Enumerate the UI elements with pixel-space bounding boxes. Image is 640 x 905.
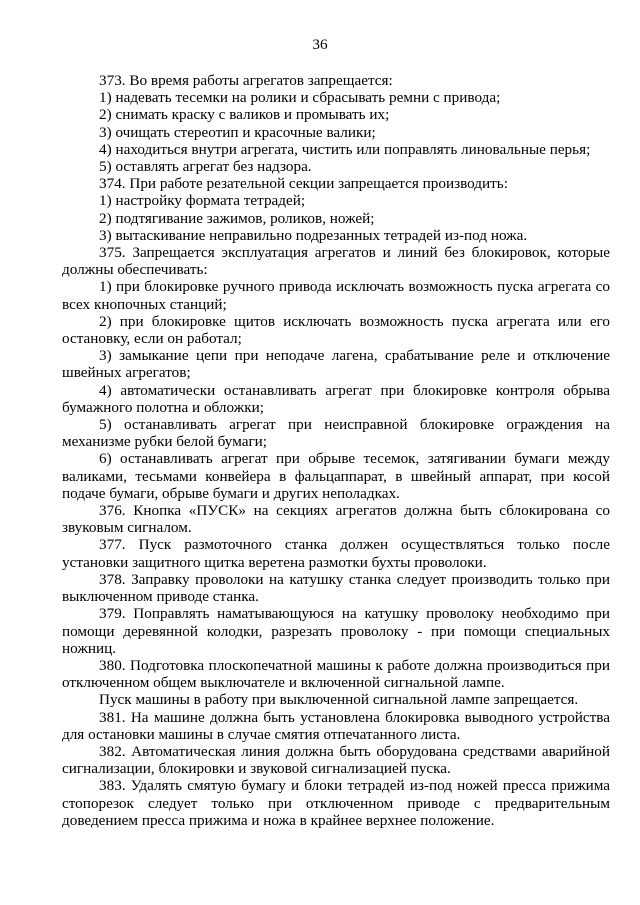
- paragraph: 374. При работе резательной секции запрещается производить:: [99, 175, 508, 193]
- paragraph: 377. Пуск размоточного станка должен осуществляться только после установки защитного щитка веретена размотки бухты проволоки.: [62, 536, 610, 571]
- paragraph: 3) замыкание цепи при неподаче лагена, срабатывание реле и отключение швейных агрегатов;: [62, 347, 610, 382]
- paragraph: 373. Во время работы агрегатов запрещается:: [99, 72, 393, 89]
- paragraph: 375. Запрещается эксплуатация агрегатов и линий без блокировок, которые должны обеспечивать:: [62, 244, 610, 279]
- list-item: 1) надевать тесемки на ролики и сбрасывать ремни с привода;: [99, 89, 501, 107]
- paragraph: 4) автоматически останавливать агрегат при блокировке контроля обрыва бумажного полотна и обложки;: [62, 381, 610, 416]
- paragraph: 378. Заправку проволоки на катушку станка следует производить только при выключенном приводе станка.: [62, 570, 610, 606]
- paragraph: 376. Кнопка «ПУСК» на секциях агрегатов должна быть сблокирована со звуковым сигналом.: [62, 502, 610, 537]
- paragraph: 382. Автоматическая линия должна быть оборудована средствами аварийной сигнализации, блокировки и звуковой сигнализацией пуска.: [62, 742, 610, 778]
- paragraph: 6) останавливать агрегат при обрыве тесемок, затягивании бумаги между валиками, тесьмами конвейера в фальцаппарат, в швейный аппарат, при косой подаче бумаги, обрыве бумаги и других неполадках.: [62, 450, 610, 502]
- paragraph: 383. Удалять смятую бумагу и блоки тетрадей из-под ножей пресса прижима стопорезок следует только при отключенном приводе с предварительным доведением пресса прижима и ножа в крайнее верхнее положение.: [62, 777, 610, 829]
- paragraph: 1) при блокировке ручного привода исключать возможность пуска агрегата со всех кнопочных станций;: [62, 278, 610, 313]
- paragraph: 381. На машине должна быть установлена блокировка выводного устройства для остановки машины в случае смятия отпечатанного листа.: [62, 708, 610, 743]
- document-body: [62, 72, 610, 829]
- page-number: 36: [312, 36, 328, 53]
- list-item: 1) настройку формата тетрадей;: [99, 192, 306, 210]
- list-item: 5) оставлять агрегат без надзора.: [99, 158, 312, 176]
- paragraph: 2) при блокировке щитов исключать возможность пуска агрегата или его остановку, если он работал;: [62, 312, 610, 348]
- list-item: 3) вытаскивание неправильно подрезанных тетрадей из-под ножа.: [99, 226, 528, 244]
- paragraph: 379. Поправлять наматывающуюся на катушку проволоку необходимо при помощи деревянной колодки, разрезать проволоку - при помощи специальных ножниц.: [62, 605, 610, 657]
- list-item: 4) находиться внутри агрегата, чистить или поправлять линовальные перья;: [99, 140, 591, 158]
- list-item: 2) снимать краску с валиков и промывать их;: [99, 106, 390, 124]
- list-item: 2) подтягивание зажимов, роликов, ножей;: [99, 209, 375, 227]
- paragraph: 380. Подготовка плоскопечатной машины к работе должна производиться при отключенном общем выключателе и включенной сигнальной лампе.: [62, 656, 610, 692]
- paragraph: 5) останавливать агрегат при неисправной блокировке ограждения на механизме рубки белой бумаги;: [62, 416, 610, 451]
- list-item: 3) очищать стереотип и красочные валики;: [99, 123, 376, 141]
- paragraph: Пуск машины в работу при выключенной сигнальной лампе запрещается.: [99, 691, 579, 709]
